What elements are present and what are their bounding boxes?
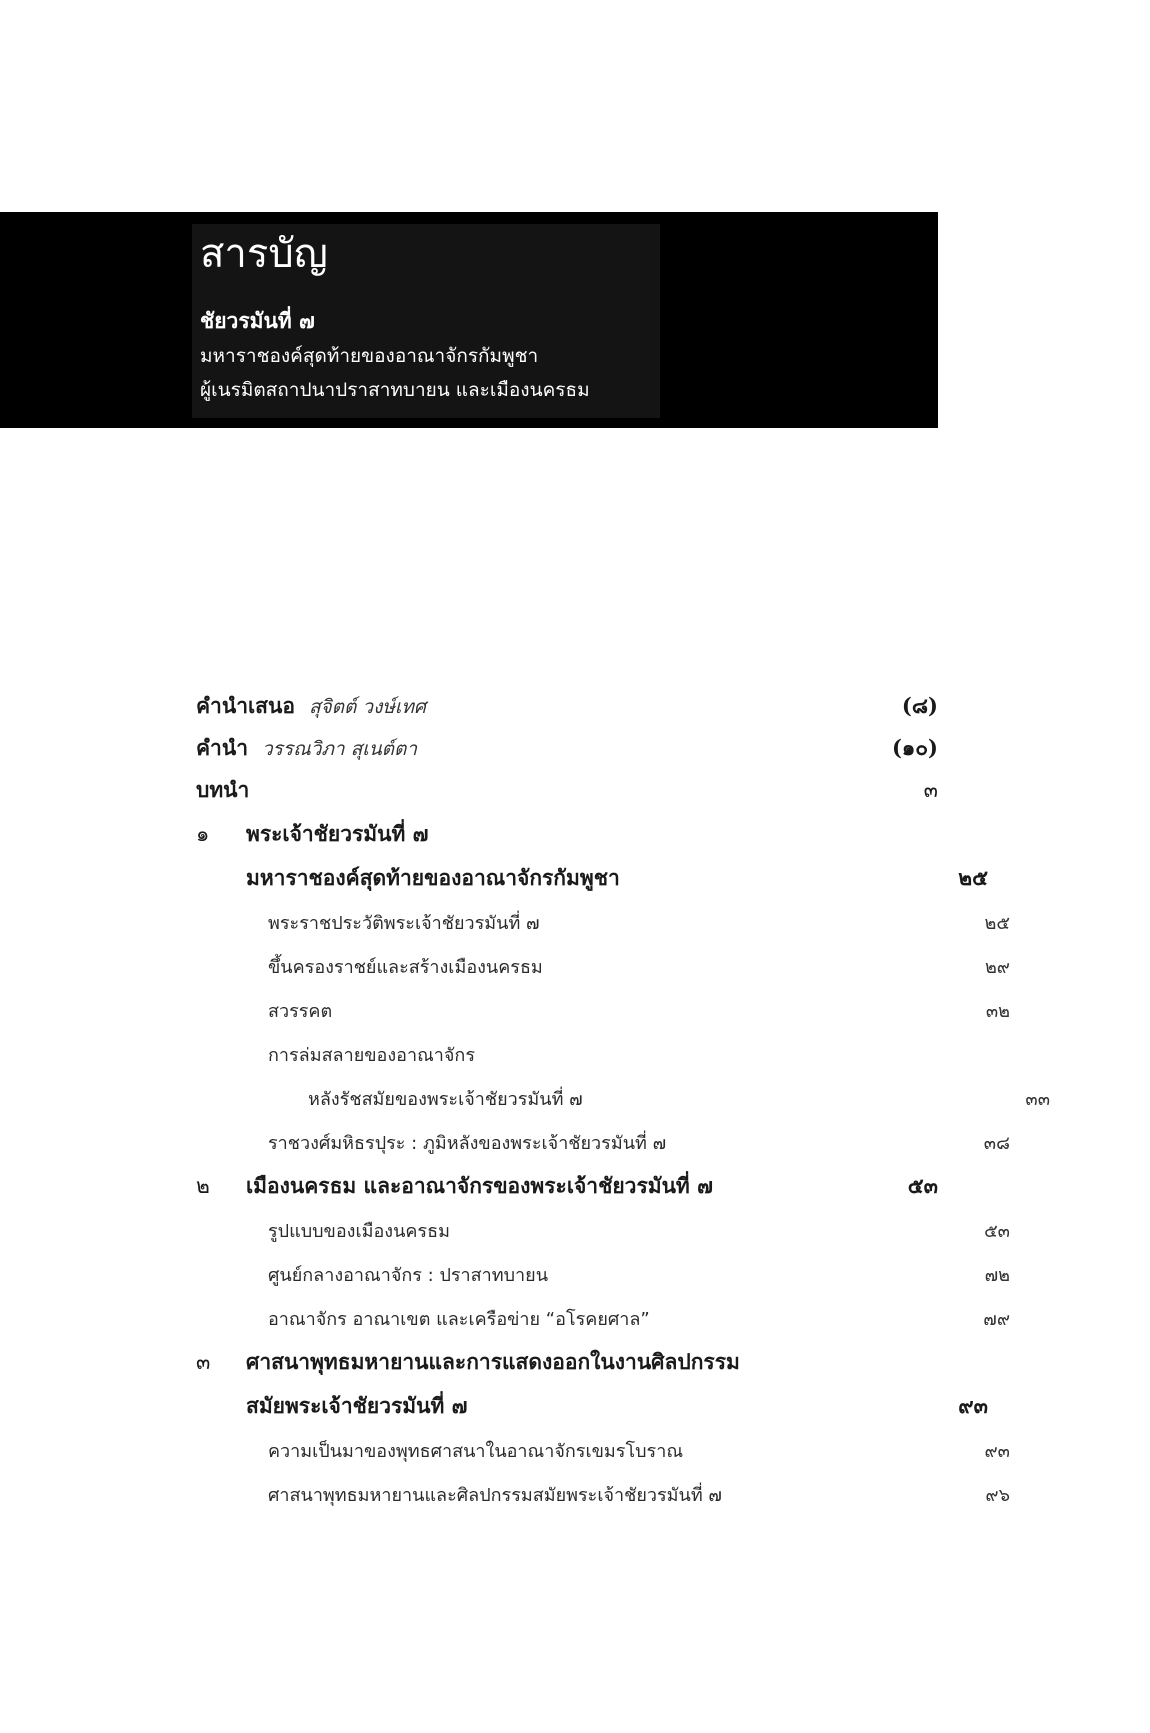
toc-section[interactable] [196,1034,1010,1074]
section-page: ๙๓ [984,1440,1010,1462]
section-label: การล่มสลายของอาณาจักร [268,1044,475,1066]
toc-section[interactable] [196,1210,1010,1250]
toc-section[interactable] [196,1122,1010,1162]
toc-entry-label: บทนำ [196,776,250,802]
toc-chapter-1-cont[interactable] [196,858,988,898]
toc-chapter-2[interactable] [196,1166,938,1206]
chapter-title-line-1: เมืองนครธม และอาณาจักรของพระเจ้าชัยวรมันที่ ๗ [246,1172,713,1198]
section-label: ศาสนาพุทธมหายานและศิลปกรรมสมัยพระเจ้าชัยวรมันที่ ๗ [268,1484,722,1506]
toc-section[interactable] [196,1430,1010,1470]
toc-section[interactable] [196,1474,1010,1514]
section-label: ศูนย์กลางอาณาจักร : ปราสาทบายน [268,1264,548,1286]
toc-entry-foreword[interactable] [196,686,938,726]
section-label: อาณาจักร อาณาเขต และเครือข่าย “อโรคยศาล” [268,1308,650,1330]
section-label: ความเป็นมาของพุทธศาสนาในอาณาจักรเขมรโบราณ [268,1440,684,1462]
section-label: สวรรคต [268,1000,333,1022]
section-label: พระราชประวัติพระเจ้าชัยวรมันที่ ๗ [268,912,540,934]
toc-chapter-1[interactable] [196,814,938,854]
toc-section[interactable] [196,946,1010,986]
toc-entry-preface[interactable] [196,728,938,768]
section-page: ๓๒ [985,1000,1010,1022]
toc-entry-introduction[interactable] [196,770,938,810]
section-page: ๗๒ [984,1264,1010,1286]
toc-entry-author: สุจิตต์ วงษ์เทศ [308,695,426,718]
toc-entry-page: ๓ [923,777,938,802]
toc-chapter-3[interactable] [196,1342,938,1382]
section-label: หลังรัชสมัยของพระเจ้าชัยวรมันที่ ๗ [308,1088,583,1110]
chapter-page: ๕๓ [907,1172,938,1198]
chapter-number: ๑ [196,821,210,846]
toc-entry-author: วรรณวิภา สุเนต์ตา [262,737,418,760]
chapter-number: ๓ [196,1349,211,1374]
chapter-title-line-2: สมัยพระเจ้าชัยวรมันที่ ๗ [246,1392,468,1418]
toc-section[interactable] [196,1254,1010,1294]
section-page: ๙๖ [985,1484,1010,1506]
toc-section[interactable] [196,902,1010,942]
chapter-title-line-2: มหาราชองค์สุดท้ายของอาณาจักรกัมพูชา [246,864,620,890]
section-page: ๒๕ [984,912,1010,934]
section-page: ๗๙ [983,1308,1010,1330]
chapter-title-line-1: พระเจ้าชัยวรมันที่ ๗ [246,820,429,846]
page-title: สารบัญ [200,231,328,277]
section-page: ๓๘ [983,1132,1010,1154]
chapter-title-line-1: ศาสนาพุทธมหายานและการแสดงออกในงานศิลปกรรม [246,1348,740,1374]
toc-section[interactable] [196,1298,1010,1338]
header-box [192,224,660,418]
chapter-page: ๙๓ [958,1392,988,1418]
book-subtitle-line-1: มหาราชองค์สุดท้ายของอาณาจักรกัมพูชา [200,345,539,367]
section-page: ๕๓ [984,1220,1010,1242]
chapter-number: ๒ [196,1173,210,1198]
toc-section[interactable] [196,990,1010,1030]
toc-entry-label: คำนำ วรรณวิภา สุเนต์ตา [196,734,418,760]
toc-entry-page: (๘) [901,692,938,718]
toc-section[interactable] [196,1078,1050,1118]
section-page: ๒๙ [984,956,1010,978]
chapter-page: ๒๕ [958,864,988,890]
book-subtitle-line-2: ผู้เนรมิตสถาปนาปราสาทบายน และเมืองนครธม [200,379,590,401]
book-subtitle: ชัยวรมันที่ ๗ [200,308,315,333]
section-label: ราชวงศ์มหิธรปุระ : ภูมิหลังของพระเจ้าชัยวรมันที่ ๗ [268,1132,667,1154]
section-label: ขึ้นครองราชย์และสร้างเมืองนครธม [268,956,543,978]
section-label: รูปแบบของเมืองนครธม [268,1220,450,1242]
section-page: ๓๓ [1025,1088,1050,1110]
toc-entry-label: คำนำเสนอ สุจิตต์ วงษ์เทศ [196,692,426,718]
toc-entry-page: (๑๐) [891,734,938,760]
toc-chapter-3-cont[interactable] [196,1386,988,1426]
